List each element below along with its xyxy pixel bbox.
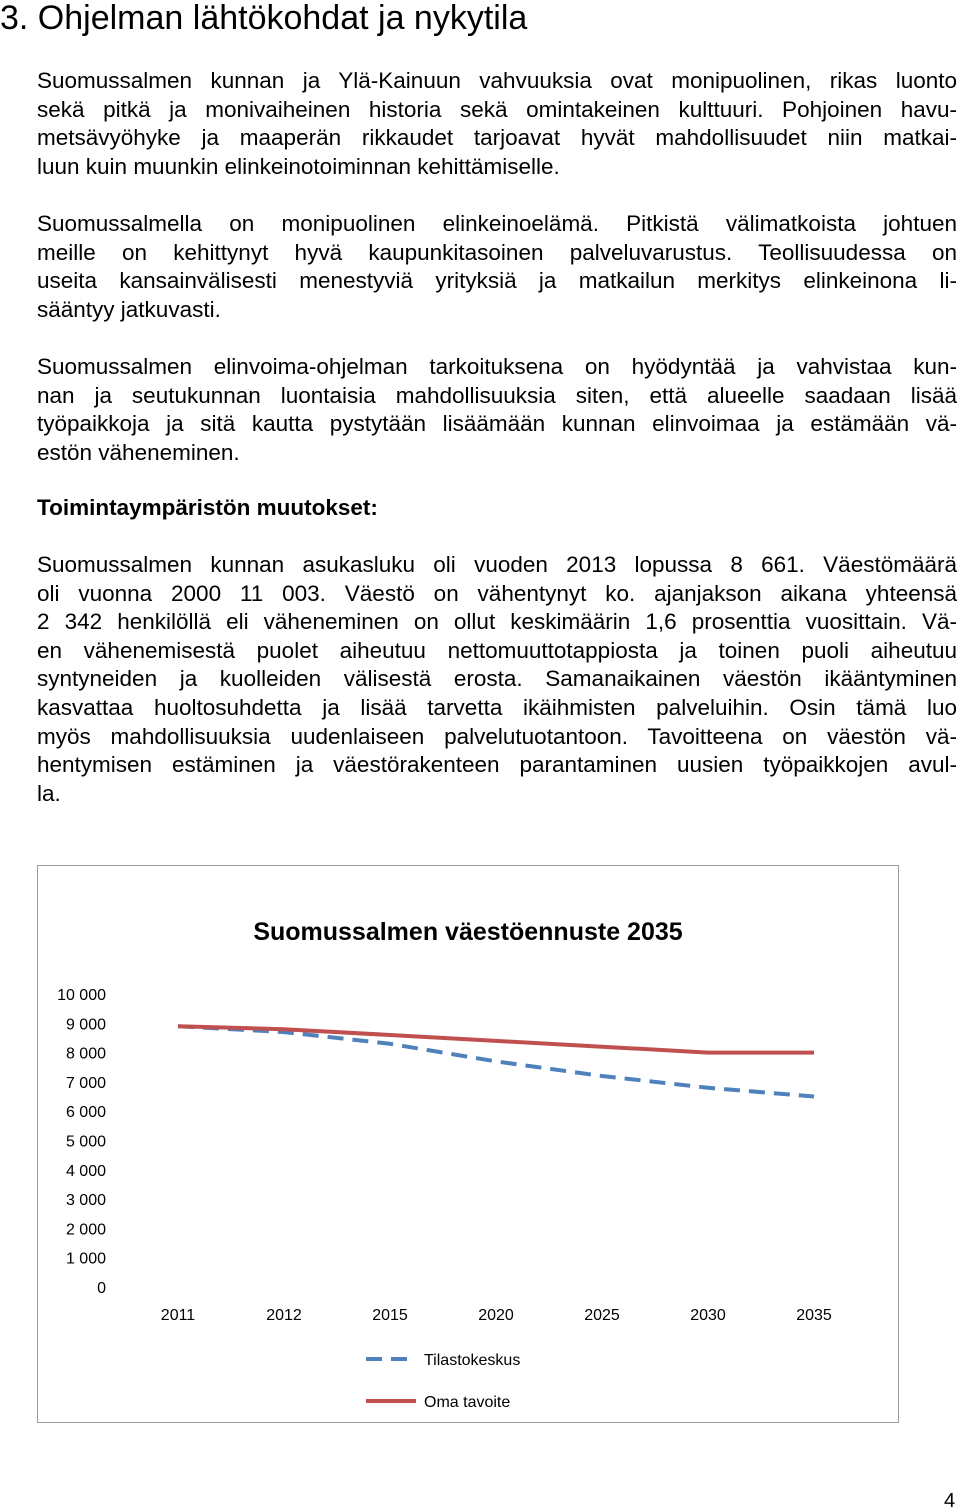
- x-tick-label: 2015: [372, 1307, 408, 1324]
- x-tick-label: 2011: [160, 1307, 196, 1324]
- paragraph-2: [37, 210, 957, 324]
- text-line: oli vuonna 2000 11 003. Väestö on vähentynyt ko. ajanjakson aikana yhteensä: [37, 580, 957, 606]
- chart-title: Suomussalmen väestöennuste 2035: [253, 918, 683, 946]
- text-line: meille on kehittynyt hyvä kaupunkitasoinen palveluvarustus. Teollisuudessa on: [37, 239, 957, 265]
- series-lines: [178, 1026, 814, 1096]
- paragraph-1: [37, 67, 957, 181]
- x-tick-label: 2025: [584, 1307, 620, 1324]
- y-tick-label: 2 000: [65, 1221, 106, 1239]
- text-line: Suomussalmen kunnan asukasluku oli vuoden 2013 lopussa 8 661. Väestömäärä: [37, 552, 957, 577]
- y-tick-label: 4 000: [65, 1162, 106, 1180]
- text-line: luun kuin muunkin elinkeinotoiminnan kehittämiselle.: [37, 153, 560, 179]
- y-tick-label: 0: [97, 1280, 106, 1297]
- series-line-tilastokeskus: [178, 1026, 814, 1096]
- y-tick-label: 8 000: [65, 1045, 106, 1063]
- text-line: kasvattaa huoltosuhdetta ja lisää tarvetta ikäihmisten palveluihin. Osin tämä luo: [37, 694, 957, 720]
- page-number: 4: [944, 1490, 956, 1512]
- y-axis: [57, 987, 106, 1297]
- text-line: en vähenemisestä puolet aiheutuu nettomuuttotappiosta ja toinen puoli aiheutuu: [37, 637, 957, 663]
- text-line: 2 342 henkilöllä eli väheneminen on ollut keskimäärin 1,6 prosenttia vuosittain. Vä-: [37, 609, 957, 635]
- x-tick-label: 2030: [690, 1307, 726, 1324]
- y-tick-label: 6 000: [65, 1104, 106, 1122]
- series-line-oma-tavoite: [178, 1026, 814, 1052]
- y-tick-label: 9 000: [65, 1016, 106, 1034]
- x-tick-label: 2020: [478, 1307, 514, 1324]
- y-tick-label: 10 000: [57, 987, 106, 1004]
- x-tick-label: 2035: [796, 1307, 832, 1324]
- text-line: sekä pitkä ja monivaiheinen historia sekä omintakeinen kulttuuri. Pohjoinen havu-: [37, 96, 957, 122]
- text-line: la.: [37, 780, 61, 806]
- y-tick-label: 7 000: [65, 1074, 106, 1092]
- population-forecast-chart: [37, 865, 899, 1423]
- section-heading: 3. Ohjelman lähtökohdat ja nykytila: [0, 0, 528, 37]
- x-axis: [161, 1307, 832, 1324]
- legend-label: Oma tavoite: [424, 1394, 511, 1411]
- y-tick-label: 3 000: [65, 1192, 106, 1210]
- chart-canvas: [38, 866, 898, 1422]
- text-line: Suomussalmella on monipuolinen elinkeinoelämä. Pitkistä välimatkoista johtuen: [37, 211, 957, 236]
- text-line: Suomussalmen kunnan ja Ylä-Kainuun vahvuuksia ovat monipuolinen, rikas luonto: [37, 68, 957, 93]
- legend-label: Tilastokeskus: [424, 1352, 521, 1369]
- text-line: Suomussalmen elinvoima-ohjelman tarkoituksena on hyödyntää ja vahvistaa kun-: [37, 354, 957, 379]
- chart-legend: [366, 1352, 520, 1411]
- y-tick-label: 5 000: [65, 1133, 106, 1151]
- text-line: estön väheneminen.: [37, 439, 240, 465]
- y-tick-label: 1 000: [65, 1250, 106, 1268]
- text-line: useita kansainvälisesti menestyviä yrityksiä ja matkailun merkitys elinkeinona li-: [37, 268, 957, 294]
- text-line: myös mahdollisuuksia uudenlaiseen palvelutuotantoon. Tavoitteena on väestön vä-: [37, 723, 957, 749]
- text-line: sääntyy jatkuvasti.: [37, 296, 221, 322]
- paragraph-3: [37, 353, 957, 467]
- x-tick-label: 2012: [266, 1307, 302, 1324]
- paragraph-4: [37, 551, 957, 808]
- text-line: nan ja seutukunnan luontaisia mahdollisuuksia siten, että alueelle saadaan lisää: [37, 382, 957, 408]
- text-line: työpaikkoja ja sitä kautta pystytään lisäämään kunnan elinvoimaa ja estämään vä-: [37, 411, 957, 437]
- subheading: Toimintaympäristön muutokset:: [37, 495, 378, 520]
- text-line: metsävyöhyke ja maaperän rikkaudet tarjoavat hyvät mahdollisuudet niin matkai-: [37, 125, 957, 151]
- text-line: hentymisen estäminen ja väestörakenteen parantaminen uusien työpaikkojen avul-: [37, 752, 957, 778]
- text-line: syntyneiden ja kuolleiden välisestä erosta. Samanaikainen väestön ikääntyminen: [37, 666, 957, 692]
